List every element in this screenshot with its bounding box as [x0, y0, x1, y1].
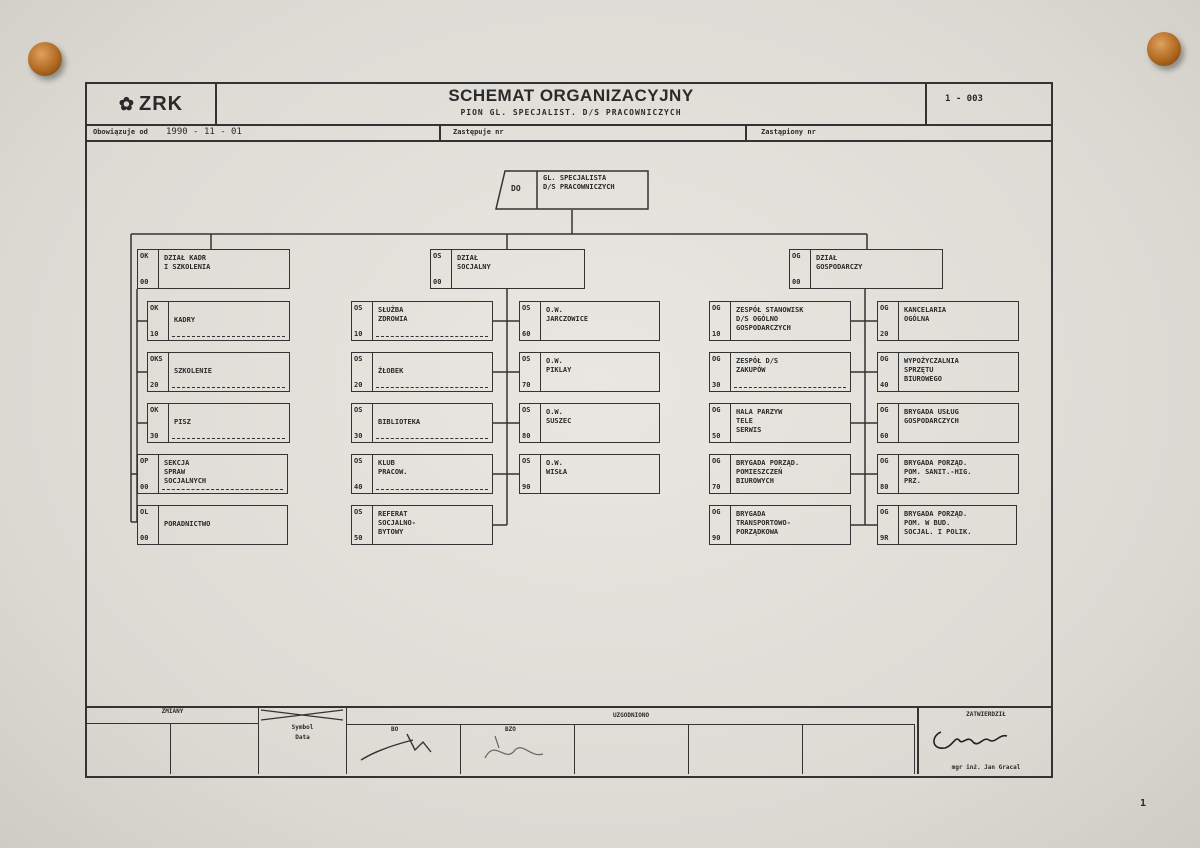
valid-from-label: Obowiązuje od	[93, 128, 148, 136]
code: OS	[522, 457, 531, 465]
department-box	[789, 249, 943, 289]
unit-box	[877, 352, 1019, 392]
code: 60	[522, 330, 531, 338]
unit-box	[519, 301, 660, 341]
unit-box	[877, 505, 1017, 545]
unit-label: O.W. PIKLAY	[546, 357, 572, 374]
agreed-cell	[575, 724, 689, 774]
crossed-out-mark-icon	[259, 708, 345, 722]
unit-label: O.W. WISŁA	[546, 459, 568, 476]
col-label: BZO	[505, 726, 516, 733]
code: OS	[354, 355, 363, 363]
code: 00	[792, 278, 801, 286]
unit-box	[137, 505, 288, 545]
date-label: Data	[295, 734, 310, 741]
approved-cell	[917, 708, 1053, 774]
code: OS	[354, 508, 363, 516]
agreed-cell	[689, 724, 803, 774]
department-box	[430, 249, 585, 289]
unit-box	[877, 301, 1019, 341]
unit-label: BRYGADA PORZĄD. POM. SANIT.-HIG. PRZ.	[904, 459, 972, 485]
code: OG	[712, 304, 721, 312]
code: OG	[792, 252, 801, 260]
unit-box	[351, 454, 493, 494]
code: OG	[712, 355, 721, 363]
unit-label: PISZ	[174, 418, 191, 426]
code: OK	[150, 304, 159, 312]
unit-box	[709, 352, 851, 392]
code: 00	[140, 278, 149, 286]
unit-label: SZKOLENIE	[174, 367, 212, 375]
code: 10	[354, 330, 363, 338]
unit-box	[351, 301, 493, 341]
code: 30	[712, 381, 721, 389]
unit-box	[709, 454, 851, 494]
page-subtitle: PION GL. SPECJALIST. D/S PRACOWNICZYCH	[460, 108, 682, 117]
code: OG	[880, 457, 889, 465]
changes-header: ZMIANY	[87, 708, 259, 724]
code: OG	[712, 508, 721, 516]
page-title: SCHEMAT ORGANIZACYJNY	[448, 86, 694, 105]
symbol-label: Symbol	[291, 724, 314, 731]
code: OK	[150, 406, 159, 414]
top-unit-label: GL. SPECJALISTA D/S PRACOWNICZYCH	[543, 174, 615, 191]
unit-box	[137, 454, 288, 494]
code: 40	[880, 381, 889, 389]
replaced-by-label: Zastąpiony nr	[761, 128, 816, 136]
code: OK	[140, 252, 149, 260]
sheet-number: 1 - 003	[945, 94, 983, 104]
code: 20	[150, 381, 159, 389]
department-label: DZIAŁ KADR I SZKOLENIA	[164, 254, 211, 271]
code: OS	[433, 252, 442, 260]
code: OG	[880, 355, 889, 363]
approved-label: ZATWIERDZIŁ	[966, 711, 1006, 718]
unit-box	[877, 403, 1019, 443]
logo-mark-icon: ✿	[118, 93, 135, 114]
footer-table	[87, 706, 1051, 776]
unit-label: BIBLIOTEKA	[378, 418, 421, 426]
unit-label: BRYGADA PORZĄD. POMIESZCZEŃ BIUROWYCH	[736, 459, 800, 485]
code: 90	[712, 534, 721, 542]
agreed-header: UZGODNIONO	[347, 708, 915, 725]
code: 9R	[880, 534, 889, 542]
code: OG	[712, 406, 721, 414]
unit-label: REFERAT SOCJALNO- BYTOWY	[378, 510, 416, 536]
symbol-date-cell	[259, 708, 347, 774]
unit-label: KADRY	[174, 316, 196, 324]
unit-label: HALA PARZYW TELE SERWIS	[736, 408, 783, 434]
unit-box	[351, 403, 493, 443]
agreed-cell	[803, 724, 915, 774]
unit-label: WYPOŻYCZALNIA SPRZĘTU BIUROWEGO	[904, 357, 959, 383]
code: OG	[880, 406, 889, 414]
pushpin-right-icon	[1147, 32, 1181, 66]
code: OG	[880, 508, 889, 516]
code: OKS	[150, 355, 163, 363]
code: 60	[880, 432, 889, 440]
code: OS	[522, 406, 531, 414]
signature-mark-icon	[357, 730, 457, 770]
code: 50	[354, 534, 363, 542]
unit-label: SEKCJA SPRAW SOCJALNYCH	[164, 459, 207, 485]
code: 20	[354, 381, 363, 389]
logo-text: ZRK	[138, 92, 184, 115]
code: 00	[140, 483, 149, 491]
code: 40	[354, 483, 363, 491]
unit-box	[709, 301, 851, 341]
unit-box	[147, 352, 290, 392]
code: OP	[140, 457, 149, 465]
col-label: BO	[391, 726, 399, 733]
unit-box	[709, 403, 851, 443]
agreed-cell	[347, 724, 461, 774]
code: 50	[712, 432, 721, 440]
unit-box	[147, 301, 290, 341]
agreed-cell	[461, 724, 575, 774]
unit-box	[519, 403, 660, 443]
code: 70	[522, 381, 531, 389]
unit-box	[351, 505, 493, 545]
code: OS	[354, 406, 363, 414]
unit-label: KANCELARIA OGÓLNA	[904, 306, 947, 323]
unit-box	[877, 454, 1019, 494]
approver-name: mgr inż. Jan Gracal	[951, 764, 1021, 771]
page-mark: 1	[1140, 798, 1147, 809]
unit-label: BRYGADA PORZĄD. POM. W BUD. SOCJAL. I POLIK.	[904, 510, 972, 536]
code: 30	[354, 432, 363, 440]
code: OS	[522, 355, 531, 363]
unit-label: O.W. SUSZEC	[546, 408, 572, 425]
code: OS	[522, 304, 531, 312]
replaces-label: Zastępuje nr	[441, 124, 747, 140]
top-unit-box	[495, 170, 649, 210]
unit-label: KLUB PRACOW.	[378, 459, 408, 476]
unit-box	[147, 403, 290, 443]
unit-label: SŁUŻBA ZDROWIA	[378, 306, 408, 323]
code: 10	[150, 330, 159, 338]
approver-signature-icon	[927, 722, 1047, 756]
code: OS	[354, 457, 363, 465]
department-label: DZIAŁ GOSPODARCZY	[816, 254, 863, 271]
unit-label: O.W. JARCZOWICE	[546, 306, 589, 323]
unit-box	[709, 505, 851, 545]
code: OG	[880, 304, 889, 312]
code: OL	[140, 508, 149, 516]
unit-label: BRYGADA TRANSPORTOWO- PORZĄDKOWA	[736, 510, 791, 536]
org-chart-sheet	[85, 82, 1053, 778]
pushpin-left-icon	[28, 42, 62, 76]
code: 30	[150, 432, 159, 440]
unit-label: ZESPÓŁ STANOWISK D/S OGÓLNO GOSPODARCZYCH	[736, 306, 804, 332]
code: 90	[522, 483, 531, 491]
code: 00	[140, 534, 149, 542]
top-unit-code: DO	[511, 184, 521, 193]
unit-label: ŻŁOBEK	[378, 367, 404, 375]
code: 20	[880, 330, 889, 338]
unit-label: BRYGADA USŁUG GOSPODARCZYCH	[904, 408, 959, 425]
department-box	[137, 249, 290, 289]
unit-box	[351, 352, 493, 392]
unit-label: ZESPÓŁ D/S ZAKUPÓW	[736, 357, 779, 374]
code: OG	[712, 457, 721, 465]
code: 70	[712, 483, 721, 491]
code: 80	[522, 432, 531, 440]
changes-cell	[171, 724, 259, 774]
code: 00	[433, 278, 442, 286]
code: 80	[880, 483, 889, 491]
unit-box	[519, 352, 660, 392]
code: 10	[712, 330, 721, 338]
department-label: DZIAŁ SOCJALNY	[457, 254, 491, 271]
valid-from-value: 1990 - 11 - 01	[166, 127, 242, 137]
signature-mark-icon	[465, 728, 565, 772]
unit-box	[519, 454, 660, 494]
code: OS	[354, 304, 363, 312]
unit-label: PORADNICTWO	[164, 520, 211, 528]
changes-cell	[87, 724, 171, 774]
